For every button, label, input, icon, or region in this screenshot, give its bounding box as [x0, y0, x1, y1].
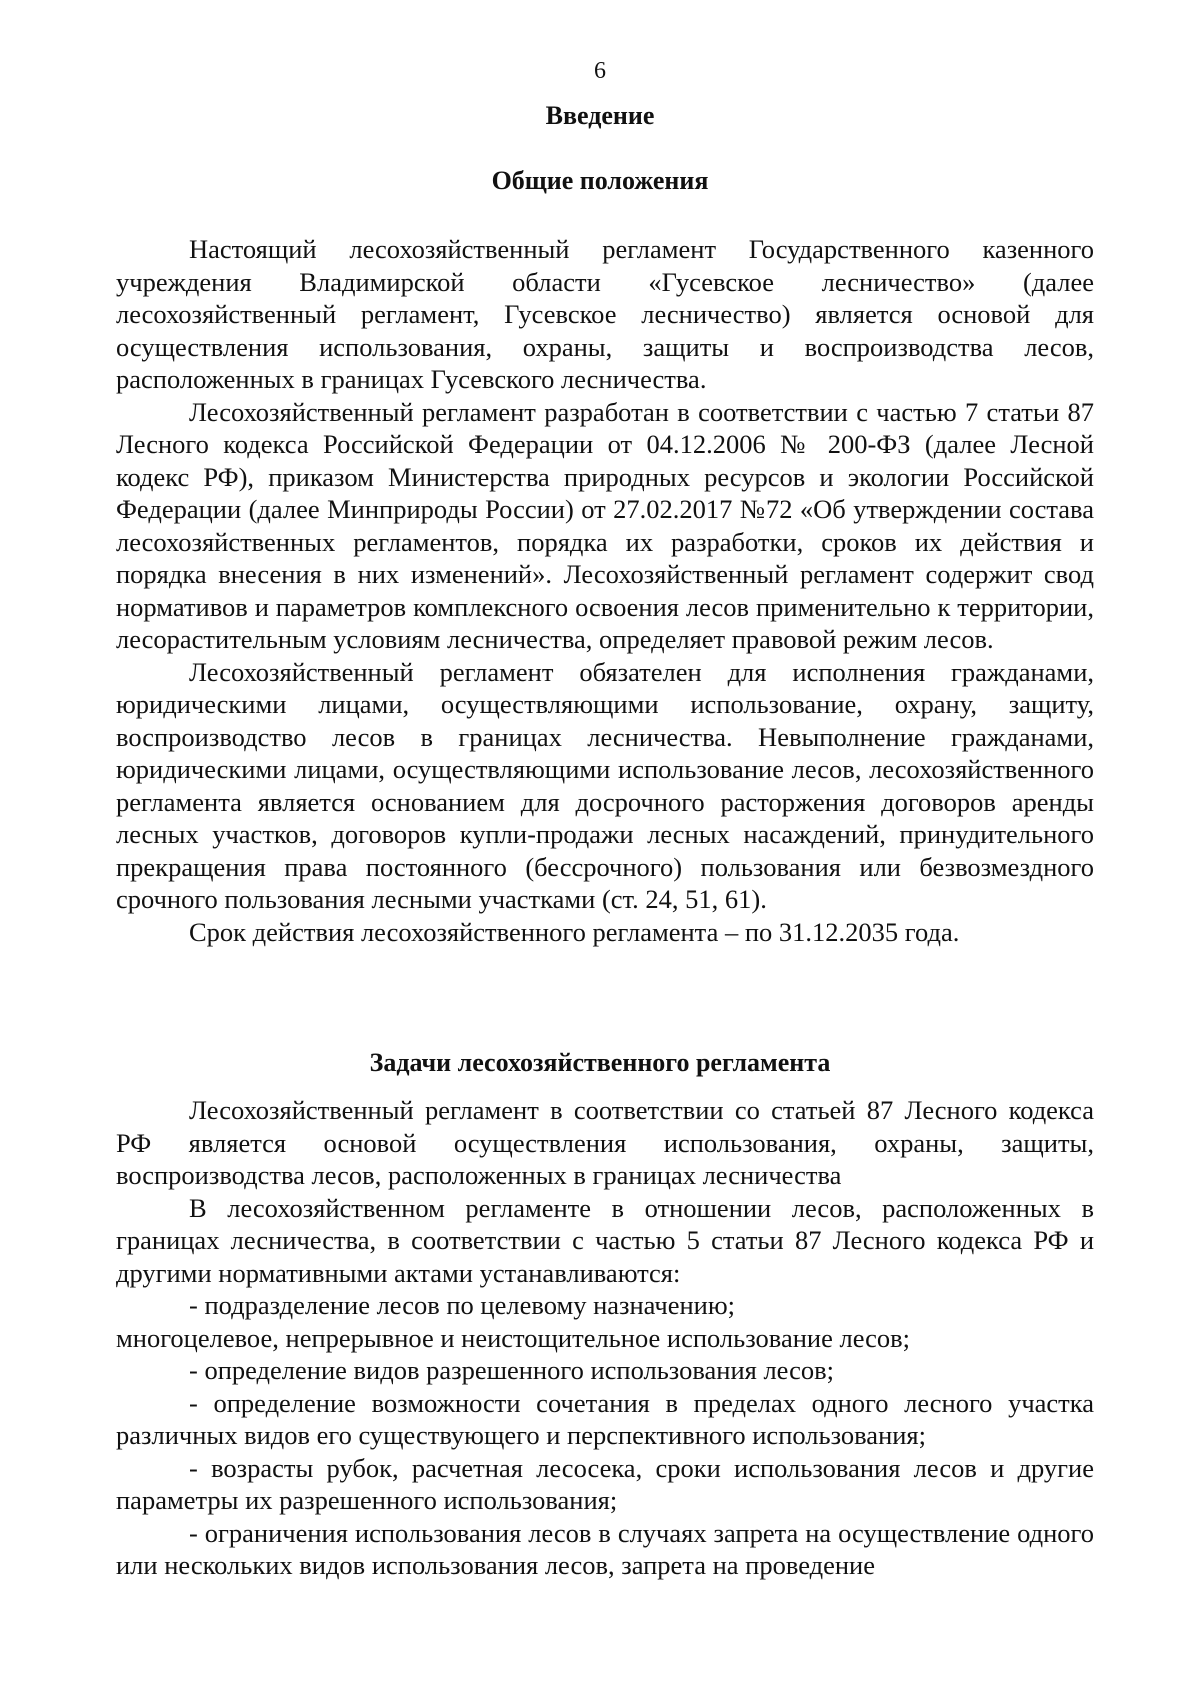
- heading-introduction: Введение: [545, 101, 655, 130]
- heading-general-provisions: Общие положения: [491, 166, 709, 195]
- list-item: - подразделение лесов по целевому назначению;: [189, 1290, 735, 1320]
- paragraph: Лесохозяйственный регламент разработан в соответствии с частью 7 статьи 87 Лесного кодекса Российской Федерации от 04.12.2006 № 200-ФЗ (далее Лесной кодекс РФ), приказом Министерства природных ресурсов и экологии Российской Федерации (далее Минприроды России) от 27.02.2017 №72 «Об утверждении состава лесохозяйственных регламентов, порядка их разработки, сроков их действия и порядка внесения в них изменений». Лесохозяйственный регламент содержит свод нормативов и параметров комплексного освоения лесов применительно к территории, лесорастительным условиям лесничества, определяет правовой режим лесов.: [116, 396, 1094, 654]
- paragraph: В лесохозяйственном регламенте в отношении лесов, расположенных в границах лесничества, в соответствии с частью 5 статьи 87 Лесного кодекса РФ и другими нормативными актами устанавливаются:: [116, 1192, 1094, 1288]
- page-number: 6: [594, 58, 606, 84]
- list-item: многоцелевое, непрерывное и неистощительное использование лесов;: [116, 1322, 911, 1353]
- list-item: - определение видов разрешенного использования лесов;: [189, 1355, 834, 1385]
- general-provisions-section: [116, 233, 1094, 948]
- paragraph: Лесохозяйственный регламент обязателен для исполнения гражданами, юридическими лицами, осуществляющими использование, охрану, защиту, воспроизводство лесов в границах лесничества. Невыполнение гражданами, юридическими лицами, осуществляющими использование лесов, лесохозяйственного регламента является основанием для досрочного расторжения договоров аренды лесных участков, договоров купли-продажи лесных насаждений, принудительного прекращения права постоянного (бессрочного) пользования или безвозмездного срочного пользования лесными участками (ст. 24, 51, 61).: [116, 656, 1094, 914]
- heading-regulation-tasks: Задачи лесохозяйственного регламента: [369, 1048, 831, 1077]
- regulation-tasks-section: [116, 1094, 1094, 1582]
- list-item: - ограничения использования лесов в случаях запрета на осуществление одного или нескольких видов использования лесов, запрета на проведение: [116, 1517, 1094, 1580]
- list-item: - возрасты рубок, расчетная лесосека, сроки использования лесов и другие параметры их разрешенного использования;: [116, 1452, 1094, 1515]
- paragraph: Срок действия лесохозяйственного регламента – по 31.12.2035 года.: [189, 916, 960, 947]
- list-item: - определение возможности сочетания в пределах одного лесного участка различных видов его существующего и перспективного использования;: [116, 1387, 1094, 1450]
- paragraph: Лесохозяйственный регламент в соответствии со статьей 87 Лесного кодекса РФ является основой осуществления использования, охраны, защиты, воспроизводства лесов, расположенных в границах лесничества: [116, 1095, 1094, 1190]
- paragraph: Настоящий лесохозяйственный регламент Государственного казенного учреждения Владимирской области «Гусевское лесничество» (далее лесохозяйственный регламент, Гусевское лесничество) является основой для осуществления использования, охраны, защиты и воспроизводства лесов, расположенных в границах Гусевского лесничества.: [116, 234, 1094, 394]
